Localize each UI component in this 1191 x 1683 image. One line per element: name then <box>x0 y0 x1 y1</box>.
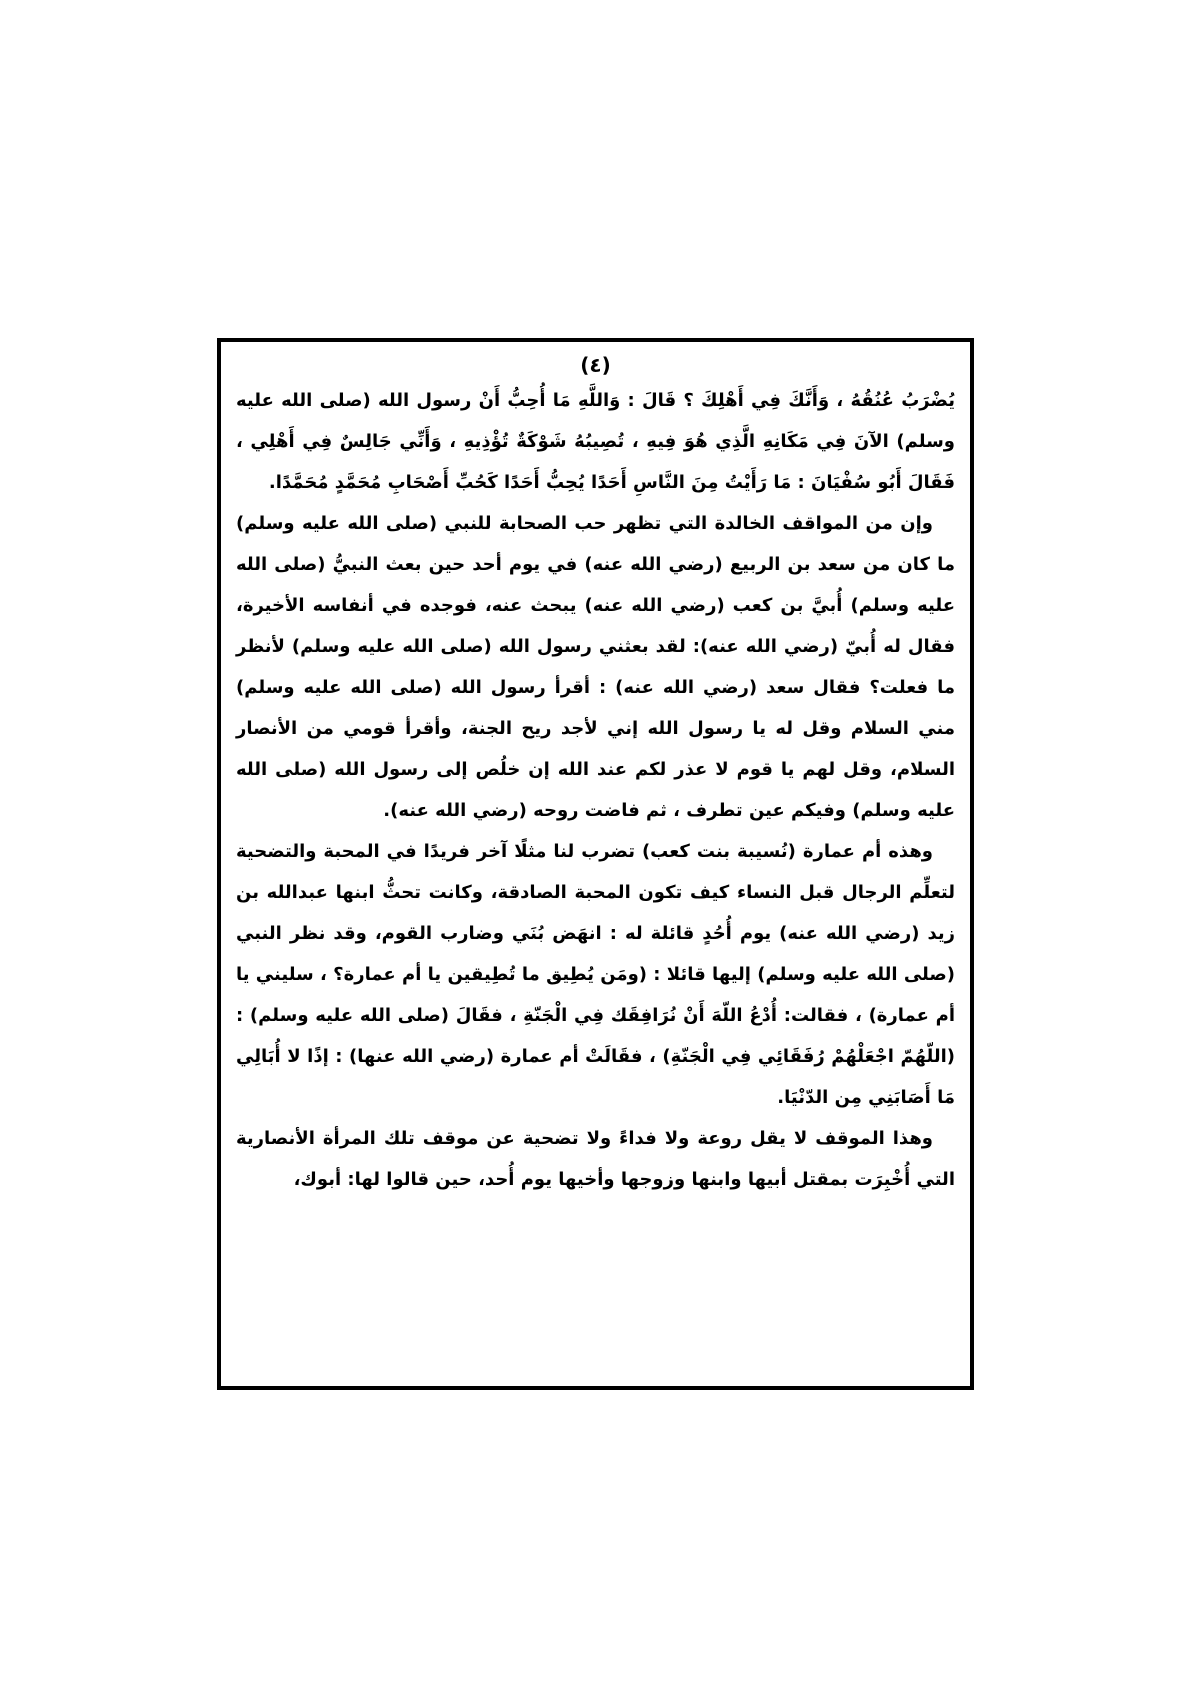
paragraph-2: وإن من المواقف الخالدة التي تظهر حب الصحابة للنبي (صلى الله عليه وسلم) ما كان من سعد بن الربيع (رضي الله عنه) في يوم أحد حين بعث النبيُّ (صلى الله عليه وسلم) أُبيَّ بن كعب (رضي الله عنه) يبحث عنه، فوجده في أنفاسه الأخيرة، فقال له أُبيّ (رضي الله عنه): لقد بعثني رسول الله (صلى الله عليه وسلم) لأنظر ما فعلت؟ فقال سعد (رضي الله عنه) : أقرأ رسول الله (صلى الله عليه وسلم) مني السلام وقل له يا رسول الله إني لأجد ريح الجنة، وأقرأ قومي من الأنصار السلام، وقل لهم يا قوم لا عذر لكم عند الله إن خلُص إلى رسول الله (صلى الله عليه وسلم) وفيكم عين تطرف ، ثم فاضت روحه (رضي الله عنه). <box>236 513 955 821</box>
paragraph-3: وهذه أم عمارة (نُسيبة بنت كعب) تضرب لنا مثلًا آخر فريدًا في المحبة والتضحية لتعلِّم الرجال قبل النساء كيف تكون المحبة الصادقة، وكانت تحثُّ ابنها عبدالله بن زيد (رضي الله عنه) يوم أُحُدٍ قائلة له : انهَض بُنَي وضارب القوم، وقد نظر النبي (صلى الله عليه وسلم) إليها قائلا : (ومَن يُطِيق ما تُطِيقين يا أم عمارة؟ ، سليني يا أم عمارة) ، فقالت: أُدْعُ اللّهَ أَنْ نُرَافِقَك فِي الْجَنّةِ ، فقَالَ (صلى الله عليه وسلم) : (اللّهُمّ اجْعَلْهُمْ رُفَقَائِي فِي الْجَنّةِ) ، فقَالَتْ أم عمارة (رضي الله عنها) : إذًا لا أُبَالِي مَا أَصَابَنِي مِن الدّنْيَا. <box>236 841 955 1108</box>
page-number: (٤) <box>580 353 611 377</box>
body-text <box>236 380 955 1200</box>
page-frame <box>217 338 974 1390</box>
paragraph-4: وهذا الموقف لا يقل روعة ولا فداءً ولا تضحية عن موقف تلك المرأة الأنصارية التي أُخْبِرَت بمقتل أبيها وابنها وزوجها وأخيها يوم أُحد، حين قالوا لها: أبوك، <box>236 1128 955 1190</box>
paragraph-1: يُضْرَبُ عُنُقُهُ ، وَأَنَّكَ فِي أَهْلِكَ ؟ قَالَ : وَاللَّهِ مَا أُحِبُّ أَنْ رسول الله (صلى الله عليه وسلم) الآنَ فِي مَكَانِهِ الَّذِي هُوَ فِيهِ ، تُصِيبُهُ شَوْكَةٌ تُؤْذِيهِ ، وَأَنِّي جَالِسٌ فِي أَهْلِي ، فَقَالَ أَبُو سُفْيَانَ : مَا رَأَيْتُ مِنَ النَّاسِ أَحَدًا يُحِبُّ أَحَدًا كَحُبِّ أَصْحَابِ مُحَمَّدٍ مُحَمَّدًا. <box>236 390 955 493</box>
